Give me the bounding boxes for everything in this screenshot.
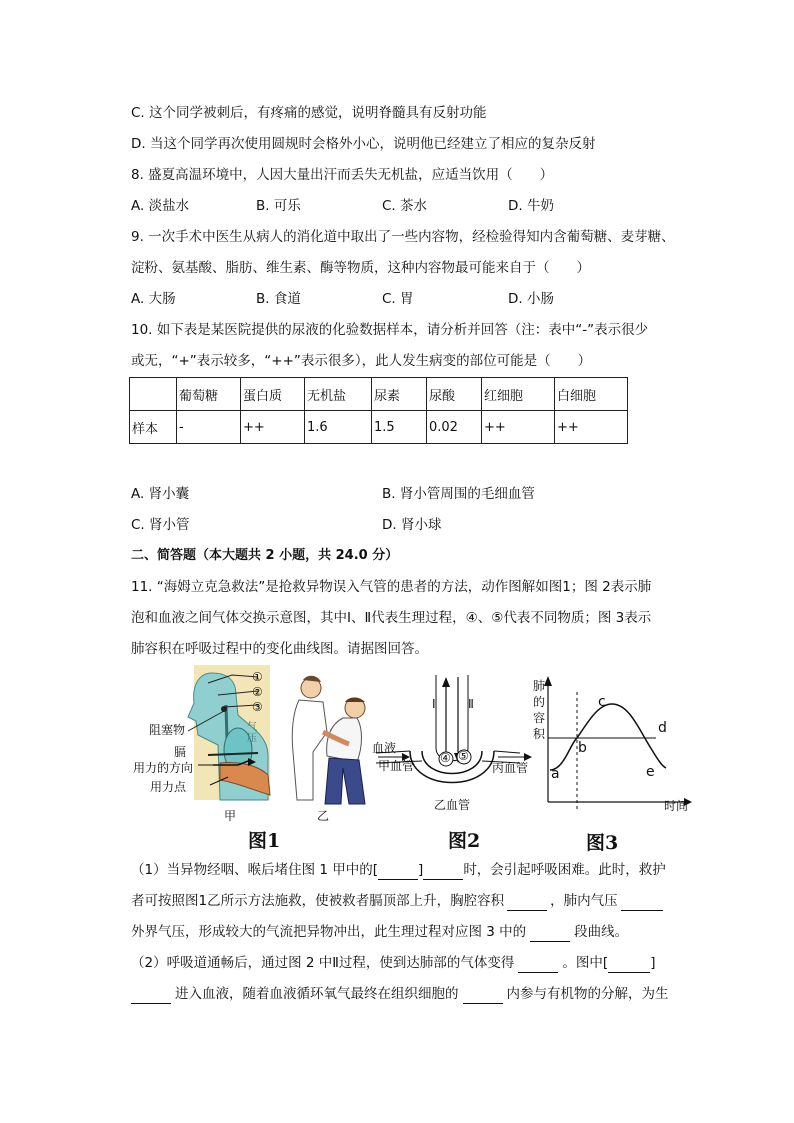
table-header-cell: 尿酸 (427, 378, 482, 411)
question-text: ] (418, 862, 424, 878)
figure-3-xlabel: 时间 (664, 799, 689, 813)
figure-3-chart (540, 672, 695, 812)
table-cell: ++ (555, 411, 628, 444)
q7-option-c: C. 这个同学被刺后，有疼痛的感觉，说明脊髓具有反射功能 (131, 105, 487, 121)
figure-3-point-b: b (578, 740, 587, 756)
answer-blank[interactable] (131, 989, 171, 1004)
table-header-cell: 白细胞 (555, 378, 628, 411)
q8-option-a: A. 淡盐水 (131, 198, 190, 214)
figure-3-point-e: e (646, 764, 655, 780)
table-cell: 样本 (130, 411, 177, 444)
q8-option-b: B. 可乐 (256, 198, 301, 214)
table-header-cell: 无机盐 (305, 378, 372, 411)
answer-blank[interactable] (530, 927, 570, 942)
table-header-row (130, 378, 628, 411)
q11-stem-line2: 泡和血液之间气体交换示意图，其中Ⅰ、Ⅱ代表生理过程，④、⑤代表不同物质；图 3表示 (131, 610, 652, 626)
question-text: （1）当异物经咽、喉后堵住图 1 甲中的[ (131, 862, 379, 878)
q10-option-a: A. 肾小囊 (131, 486, 190, 502)
figure-2-caption: 图2 (448, 830, 481, 852)
figure-1-marker: ② (252, 685, 263, 699)
figure-1-caption: 图1 (248, 830, 281, 852)
question-text: 时，会引起呼吸困难。此时，救护 (463, 862, 666, 878)
figure-1-trachea-text: 气 压 (247, 722, 257, 744)
q8-stem: 8. 盛夏高温环境中，人因大量出汗而丢失无机盐，应适当饮用（ ） (131, 167, 554, 183)
q9-stem-line1: 9. 一次手术中医生从病人的消化道中取出了一些内容物，经检验得知内含葡萄糖、麦芽糖、 (131, 229, 675, 245)
figure-3-point-c: c (598, 694, 606, 710)
table-header-cell: 尿素 (372, 378, 427, 411)
question-text: 者可按照图1乙所示方法施救，使被救者膈顶部上升，胸腔容积 (131, 893, 505, 909)
answer-blank[interactable] (463, 989, 503, 1004)
answer-blank[interactable] (518, 958, 558, 973)
figure-2-label-blood: 血液 (372, 741, 397, 755)
figure-2-substance-4: ④ (440, 751, 451, 765)
q11-stem-line1: 11. “海姆立克急救法”是抢救异物误入气管的患者的方法，动作图解如图1；图 2表示肺 (131, 579, 652, 595)
table-cell: ++ (482, 411, 555, 444)
answer-blank[interactable] (507, 896, 547, 911)
answer-blank[interactable] (423, 865, 463, 880)
figure-1-label-diaphragm: 膈 (174, 745, 187, 759)
question-text: ] (650, 955, 656, 971)
q9-stem-line2: 淀粉、氨基酸、脂肪、维生素、酶等物质，这种内容物最可能来自于（ ） (131, 260, 590, 276)
figure-2-label-vessel-a: 甲血管 (378, 759, 415, 773)
q10-option-b: B. 肾小管周围的毛细血管 (382, 486, 535, 502)
figure-1-marker: ③ (252, 700, 263, 714)
table-row (130, 411, 628, 444)
answer-blank[interactable] (621, 896, 663, 911)
q11-part2-line2 (131, 984, 669, 1004)
figure-2-substance-5: ⑤ (458, 749, 469, 763)
q11-part1-line2 (131, 891, 663, 911)
q11-part1-line3 (131, 922, 628, 942)
q9-option-d: D. 小肠 (508, 291, 554, 307)
figure-2-label-vessel-b: 乙血管 (434, 798, 471, 812)
q9-option-c: C. 胃 (382, 291, 414, 307)
figure-2-process-1: Ⅰ (432, 697, 436, 711)
figure-1-rescuer-illustration (283, 672, 381, 810)
q10-stem-line1: 10. 如下表是某医院提供的尿液的化验数据样本，请分析并回答（注：表中“-”表示很少 (131, 322, 649, 338)
figure-2-label-vessel-c: 丙血管 (492, 761, 529, 775)
table-header-cell (130, 378, 177, 411)
q8-option-d: D. 牛奶 (508, 198, 554, 214)
q8-option-c: C. 茶水 (382, 198, 428, 214)
table-cell: 1.5 (372, 411, 427, 444)
q11-part1-line1 (131, 860, 666, 880)
figure-1-label-force-point: 用力点 (150, 780, 187, 794)
section-heading: 二、简答题（本大题共 2 小题，共 24.0 分） (131, 548, 399, 563)
question-text: ，肺内气压 (550, 893, 618, 909)
table-cell: ++ (241, 411, 305, 444)
urine-test-table (129, 377, 628, 444)
q9-option-b: B. 食道 (256, 291, 301, 307)
table-cell: - (177, 411, 241, 444)
q10-option-c: C. 肾小管 (131, 517, 190, 533)
figure-1-sub-b: 乙 (317, 809, 330, 823)
q11-part2-line1 (131, 953, 655, 973)
answer-blank[interactable] (378, 865, 418, 880)
question-text: （2）呼吸道通畅后，通过图 2 中Ⅱ过程，使到达肺部的气体变得 (131, 955, 515, 971)
q9-option-a: A. 大肠 (131, 291, 176, 307)
figure-1-label-obstruction: 阻塞物 (149, 723, 186, 737)
q7-option-d: D. 当这个同学再次使用圆规时会格外小心，说明他已经建立了相应的复杂反射 (131, 136, 596, 152)
q10-option-d: D. 肾小球 (382, 517, 442, 533)
q11-stem-line3: 肺容积在呼吸过程中的变化曲线图。请据图回答。 (131, 641, 428, 657)
table-header-cell: 葡萄糖 (177, 378, 241, 411)
table-cell: 1.6 (305, 411, 372, 444)
question-text: 进入血液，随着血液循环氧气最终在组织细胞的 (175, 986, 459, 1002)
question-text: 。图中[ (562, 955, 609, 971)
answer-blank[interactable] (608, 958, 650, 973)
q10-stem-line2: 或无，“+”表示较多，“++”表示很多），此人发生病变的部位可能是（ ） (131, 353, 592, 369)
figure-3-point-d: d (658, 720, 667, 736)
table-header-cell: 蛋白质 (241, 378, 305, 411)
table-header-cell: 红细胞 (482, 378, 555, 411)
figure-1-marker: ① (252, 670, 263, 684)
figure-3-point-a: a (551, 766, 560, 782)
figure-3-caption: 图3 (586, 832, 619, 854)
table-cell: 0.02 (427, 411, 482, 444)
question-text: 段曲线。 (574, 924, 629, 940)
figure-3-ylabel: 肺 的 容 积 (533, 679, 546, 741)
figure-2-process-2: Ⅱ (468, 697, 474, 711)
figure-1-sub-a: 甲 (224, 809, 237, 823)
question-text: 外界气压，形成较大的气流把异物冲出，此生理过程对应图 3 中的 (131, 924, 527, 940)
figure-1-label-force-direction: 用力的方向 (133, 761, 194, 775)
question-text: 内参与有机物的分解，为生 (506, 986, 669, 1002)
